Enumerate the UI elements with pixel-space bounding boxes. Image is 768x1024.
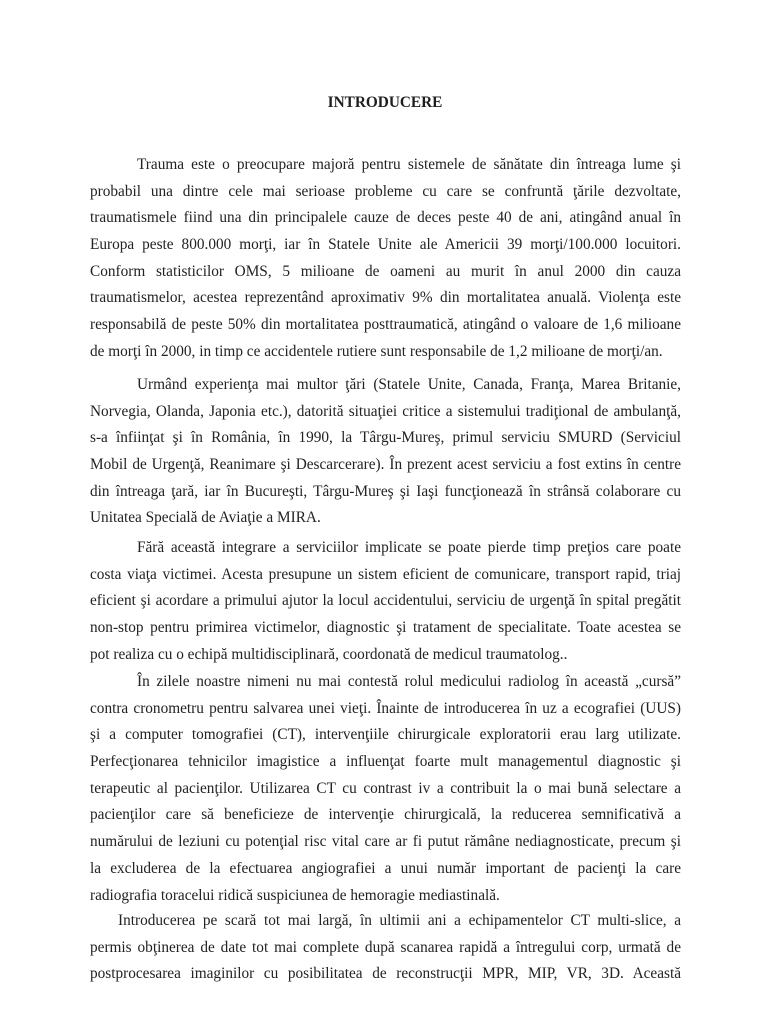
text-line: Perfecţionarea tehnicilor imagistice a influenţat foarte mult managementul diagnostic şi: [90, 753, 681, 771]
text-line: din întreaga ţară, iar în Bucureşti, Târgu-Mureş şi Iaşi funcţionează în strânsă colaborare cu: [90, 482, 681, 500]
paragraph-3: [90, 535, 681, 668]
text-line: numărului de leziuni cu potenţial risc vital care ar fi putut rămâne nediagnosticate, precum şi: [90, 833, 681, 851]
text-line: s-a înfiinţat şi în România, în 1990, la Târgu-Mureş, primul serviciu SMURD (Serviciul: [90, 429, 681, 447]
text-line: probabil una dintre cele mai serioase probleme cu care se confruntă ţările dezvoltate,: [90, 182, 681, 200]
text-line: traumatismelor, acestea reprezentând aproximativ 9% din mortalitatea anuală. Violenţa este: [90, 289, 681, 307]
text-line: Introducerea pe scară tot mai largă, în ultimii ani a echipamentelor CT multi-slice, a: [118, 912, 681, 929]
text-line: Conform statisticilor OMS, 5 milioane de oameni au murit în anul 2000 din cauza: [90, 262, 681, 280]
text-line: Europa peste 800.000 morţi, iar în Statele Unite ale Americii 39 morţi/100.000 locuitori.: [90, 236, 681, 254]
text-line: şi a computer tomografiei (CT), intervenţiile chirurgicale exploratorii erau larg utilizate.: [90, 726, 681, 744]
text-line: Urmând experienţa mai multor ţări (Statele Unite, Canada, Franţa, Marea Britanie,: [137, 376, 681, 393]
text-line: Norvegia, Olanda, Japonia etc.), datorită situaţiei critice a sistemului tradiţional de ambulanţă,: [90, 402, 681, 420]
text-line: responsabilă de peste 50% din mortalitatea posttraumatică, atingând o valoare de 1,6 milioane: [90, 316, 681, 334]
page-title: INTRODUCERE: [327, 94, 443, 111]
text-line: pacienţilor care să beneficieze de intervenţie chirurgicală, la reducerea semnificativă a: [90, 806, 681, 824]
text-line: costa viaţa victimei. Acesta presupune un sistem eficient de comunicare, transport rapid, triaj: [90, 565, 681, 583]
paragraph-1: [90, 152, 681, 366]
text-line: traumatismele fiind una din principalele cauze de deces peste 40 de ani, atingând anual în: [90, 209, 681, 227]
text-line: eficient şi acordare a primului ajutor la locul accidentului, serviciu de urgenţă în spital pregătit: [90, 592, 681, 610]
text-line: terapeutic al pacienţilor. Utilizarea CT cu contrast iv a contribuit la o mai bună selectare a: [90, 779, 681, 797]
text-line: În zilele noastre nimeni nu mai contestă rolul medicului radiolog în această „cursă”: [137, 673, 681, 690]
paragraph-4: [90, 669, 681, 909]
text-line: Fără această integrare a serviciilor implicate se poate pierde timp preţios care poate: [137, 539, 681, 556]
text-line: radiografia toracelui ridică suspiciunea de hemoragie mediastinală.: [90, 886, 500, 904]
text-line: pot realiza cu o echipă multidisciplinară, coordonată de medicul traumatolog..: [90, 645, 568, 663]
text-line: non-stop pentru primirea victimelor, diagnostic şi tratament de specialitate. Toate acestea se: [90, 619, 681, 637]
text-line: Mobil de Urgenţă, Reanimare şi Descarcerare). În prezent acest serviciu a fost extins în centre: [90, 456, 681, 474]
paragraph-2: [90, 372, 681, 532]
paragraph-5: [90, 908, 681, 988]
text-line: Unitatea Specială de Aviaţie a MIRA.: [90, 509, 321, 527]
text-line: contra cronometru pentru salvarea unei vieţi. Înainte de introducerea în uz a ecografiei (UUS): [90, 699, 681, 717]
text-line: Trauma este o preocupare majoră pentru sistemele de sănătate din întreaga lume şi: [137, 156, 681, 173]
text-line: la excluderea de la efectuarea angiografiei a unui număr important de pacienţi la care: [90, 859, 681, 877]
text-line: de morţi în 2000, in timp ce accidentele rutiere sunt responsabile de 1,2 milioane de morţi/an.: [90, 342, 663, 360]
text-line: permis obţinerea de date tot mai complete după scanarea rapidă a întregului corp, urmată de: [90, 938, 681, 956]
text-line: postprocesarea imaginilor cu posibilitatea de reconstrucţii MPR, MIP, VR, 3D. Această: [90, 965, 681, 983]
